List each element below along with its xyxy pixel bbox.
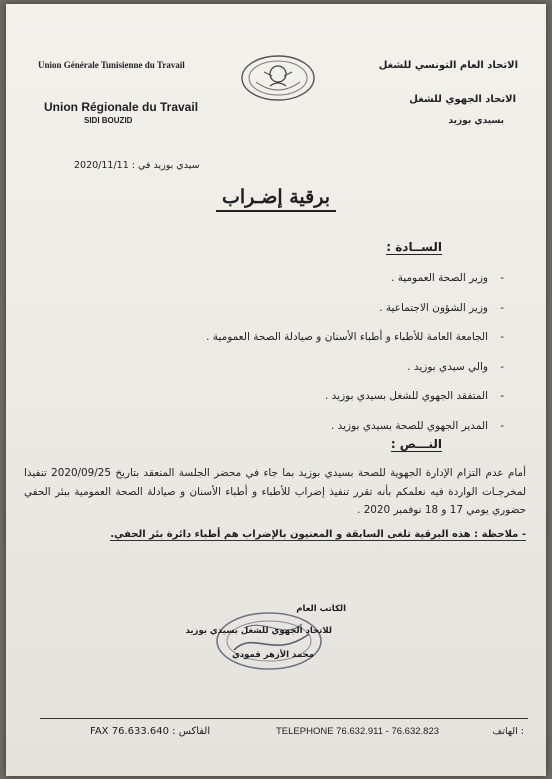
fr-city: SIDI BOUZID xyxy=(84,116,133,125)
list-item: - وزير الشؤون الاجتماعية . xyxy=(379,301,504,314)
body-heading-text: النـــص : xyxy=(390,437,442,451)
list-item: - المدير الجهوي للصحة بسيدي بوزيد . xyxy=(330,419,504,432)
recipients-heading-text: الســادة : xyxy=(386,240,442,254)
stamp-icon xyxy=(214,610,324,672)
fr-union-generale: Union Générale Tunisienne du Travail xyxy=(38,60,185,70)
signature-org: للاتحاد الجهوي للشغل بسيدي بوزيد xyxy=(185,626,332,636)
list-item: - وزير الصحة العمومية . xyxy=(391,272,504,284)
body-heading xyxy=(391,437,442,451)
footer-hatif-label: : الهاتف xyxy=(492,726,524,737)
list-item: - المتفقد الجهوي للشغل بسيدي بوزيد . xyxy=(325,390,504,402)
signature-name: محمد الأزهر قمودي xyxy=(232,650,314,660)
signature-title: الكاتب العام xyxy=(296,604,346,614)
footer-telephone: TELEPHONE 76.632.911 - 76.632.823 xyxy=(276,726,440,737)
fr-union-regionale: Union Régionale du Travail xyxy=(44,100,199,114)
ugtt-emblem-icon xyxy=(238,52,318,104)
date-line: سيدي بوزيد في : 2020/11/11 xyxy=(74,160,200,171)
body-paragraph: أمام عدم التزام الإدارة الجهوية للصحة بسيدي بوزيد بما جاء في محضر الجلسة المنعقد بتاريخ 2020/09/25 تنفيذا لمخرجـات الواردة فيه نعلمكم بأنه تقرر تنفيذ إضراب للأطباء و أطباء الأسنان و صيادلة الصحة العمومية ببئر الحفي حضوري يومي 17 و 18 نوفمبر 2020 . xyxy=(24,467,526,516)
ar-union-generale: الاتحاد العام التونسي للشغل xyxy=(378,60,518,71)
recipients-list xyxy=(34,272,504,449)
footer-divider xyxy=(40,718,528,719)
recipients-heading xyxy=(386,240,442,254)
ar-union-regionale: الاتحاد الجهوي للشغل xyxy=(409,94,516,105)
ar-city: بسيدي بوزيد xyxy=(448,116,504,126)
note-line xyxy=(110,529,526,540)
document-title-text: برقية إضـراب xyxy=(216,186,336,212)
list-item: - الجامعة العامة للأطباء و أطباء الأسنان و صيادلة الصحة العمومية . xyxy=(206,331,504,343)
footer-fax: الفاكس : FAX 76.633.640 xyxy=(90,726,211,737)
list-item: - والي سيدي بوزيد . xyxy=(407,360,504,373)
document-page xyxy=(6,4,546,776)
note-text: - ملاحظة : هذه البرقية تلغى السابقة و المعنيون بالإضراب هم أطباء دائرة بئر الحفي. xyxy=(110,529,526,540)
document-title xyxy=(6,186,546,208)
